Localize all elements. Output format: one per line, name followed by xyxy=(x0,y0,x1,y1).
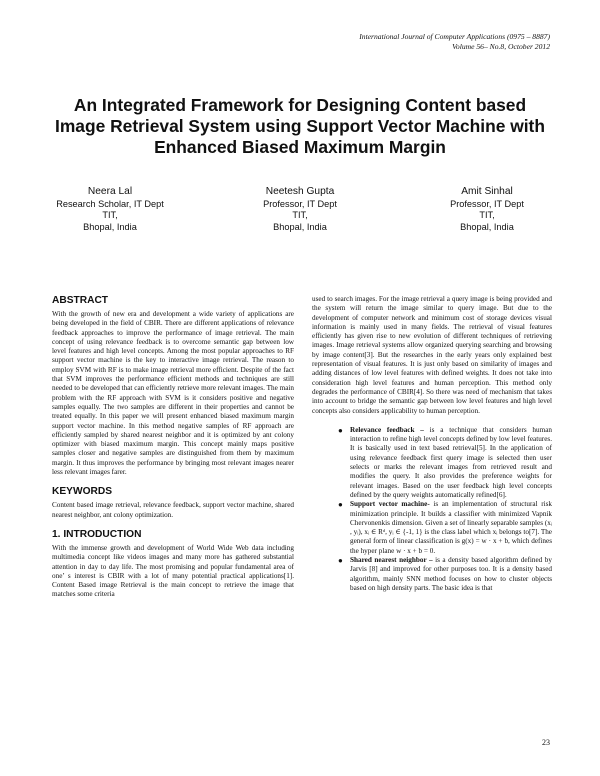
author-name: Neera Lal xyxy=(87,186,133,197)
author-city: Bhopal, India xyxy=(460,221,514,232)
list-item-text: is an implementation of structural risk minimization principle. It builds a classifier with minimized Vapnik Chervonenkis dimension. Given a set of linearly separable samples (xᵢ , yᵢ), xᵢ ∈ Rᵈ, yᵢ ∈ {-1, 1} is the class label which xᵢ belongs to[7]. The general form of linear classification is g(x) = w · x + b, which defines the hyper plane w · x + b = 0. xyxy=(350,500,552,555)
list-item-term: Shared nearest neighbor – xyxy=(350,556,433,565)
keywords-text: Content based image retrieval, relevance feedback, support vector machine, shared nearest neighbor, ant colony optimization. xyxy=(52,501,294,519)
journal-name: International Journal of Computer Applications (0975 – 8887) xyxy=(359,32,550,41)
list-item-text: is a technique that considers human interaction to refine high level concepts defined by low level features. It is basically used in text based retrieval[5]. In the application of using relevance feedback first query image is selected then user selects or marks the relevant images from retrieved result and modifies the query. It also provides the preference weights for relevant images. Based on the user feedback high level concepts defined by the query weights automatically refined[6]. xyxy=(350,425,552,499)
concept-list xyxy=(312,426,552,593)
author-block xyxy=(30,186,190,233)
abstract-text: With the growth of new era and development a wide variety of applications are being developed in the field of CBIR. There are different applications of relevance feedback approaches to improve the performance of image retrieval. The main concept of using relevance feedback is to overcome semantic gap between low level features and high level concepts. Among the most popular approaches to RF support vector machine is the key to interactive image retrieval. The reason to employ SVM with RF is to make image retrieval more efficient. Despite of the fact that SVM improves the performance efficient methods and techniques are still needed to be developed that can efficiently retrieve more relevant images. The main problem with the RF approach with SVM is it considers positive and negative samples equally. The two samples are different in their properties and cannot be treated equally. In this paper we will present enhanced biased maximum margin support vector machine. In this method negative samples of RF approach are efficiently sampled by shared nearest neighbor and it is optimized by ant colony optimizer with biased maximum margin. This concept mainly maps positive samples closer and negative samples are distinguished from them by maximum margin. It thus improves the performance by bringing most relevant images nearer less relevant images farer. xyxy=(52,310,294,477)
author-role: Professor, IT Dept xyxy=(263,198,337,209)
bullet-icon: ● xyxy=(338,556,343,566)
paper-title: An Integrated Framework for Designing Content based Image Retrieval System using Support Vector Machine with Enhanced Biased Maximum Margin xyxy=(55,95,545,157)
author-block xyxy=(407,186,567,233)
author-role: Research Scholar, IT Dept xyxy=(56,198,164,209)
list-item-term: Support vector machine- xyxy=(350,500,430,509)
author-city: Bhopal, India xyxy=(273,221,327,232)
author-role: Professor, IT Dept xyxy=(450,198,524,209)
page-number: 23 xyxy=(542,738,550,747)
author-org: TIT, xyxy=(102,210,118,220)
author-name: Amit Sinhal xyxy=(461,186,513,197)
author-org: TIT, xyxy=(479,210,495,220)
list-item-text: is a density based algorithm defined by Jarvis [8] and improved for other purposes too. It is a density based algorithm, mainly SNN method focuses on how to cluster objects based on high density parts. The basic idea is that xyxy=(350,556,552,592)
list-item xyxy=(338,556,552,593)
keywords-heading: KEYWORDS xyxy=(52,486,112,498)
bullet-icon: ● xyxy=(338,425,343,435)
left-column xyxy=(52,295,294,600)
list-item xyxy=(338,500,552,556)
right-column xyxy=(312,295,552,593)
bullet-icon: ● xyxy=(338,500,343,510)
author-org: TIT, xyxy=(292,210,308,220)
intro-continued-text: used to search images. For the image retrieval a query image is being provided and the system will return the image similar to query image. But due to the development of computer network and minimum cost of storage devices visual information is mainly used in many fields. The retrieval of visual features efficiently has given rise to new evolution of different techniques of retrieving images. Image retrieval systems allow organized querying searching and browsing by image content[3]. But the researches in the early years only explained best representation of visual features. It is just only based on similarity of images and adding distances of low level features with defined weights. It does not take into consideration high level features and human perception. This method only degrades the performance of CBIR[4]. So there was need of mechanism that takes into account to bridge the semantic gap between low level features and high level concepts also considers applicability to human perception. xyxy=(312,295,552,415)
author-block xyxy=(220,186,380,233)
introduction-text: With the immense growth and development of World Wide Web data including multimedia concept like videos images and many more has gathered substantial attention in day to day life. The most promising and popular fundamental area of one’ s interest is CBIR with a lot of many potential practical applications[1]. Content Based image Retrieval is the main concept to retrieve the image that matches some criteria xyxy=(52,543,294,599)
journal-header xyxy=(359,32,550,52)
author-city: Bhopal, India xyxy=(83,221,137,232)
abstract-heading: ABSTRACT xyxy=(52,295,109,306)
list-item-term: Relevance feedback – xyxy=(350,425,424,434)
list-item xyxy=(338,425,552,500)
introduction-heading: 1. INTRODUCTION xyxy=(52,528,142,540)
author-name: Neetesh Gupta xyxy=(265,186,335,197)
journal-volume: Volume 56– No.8, October 2012 xyxy=(452,42,550,51)
